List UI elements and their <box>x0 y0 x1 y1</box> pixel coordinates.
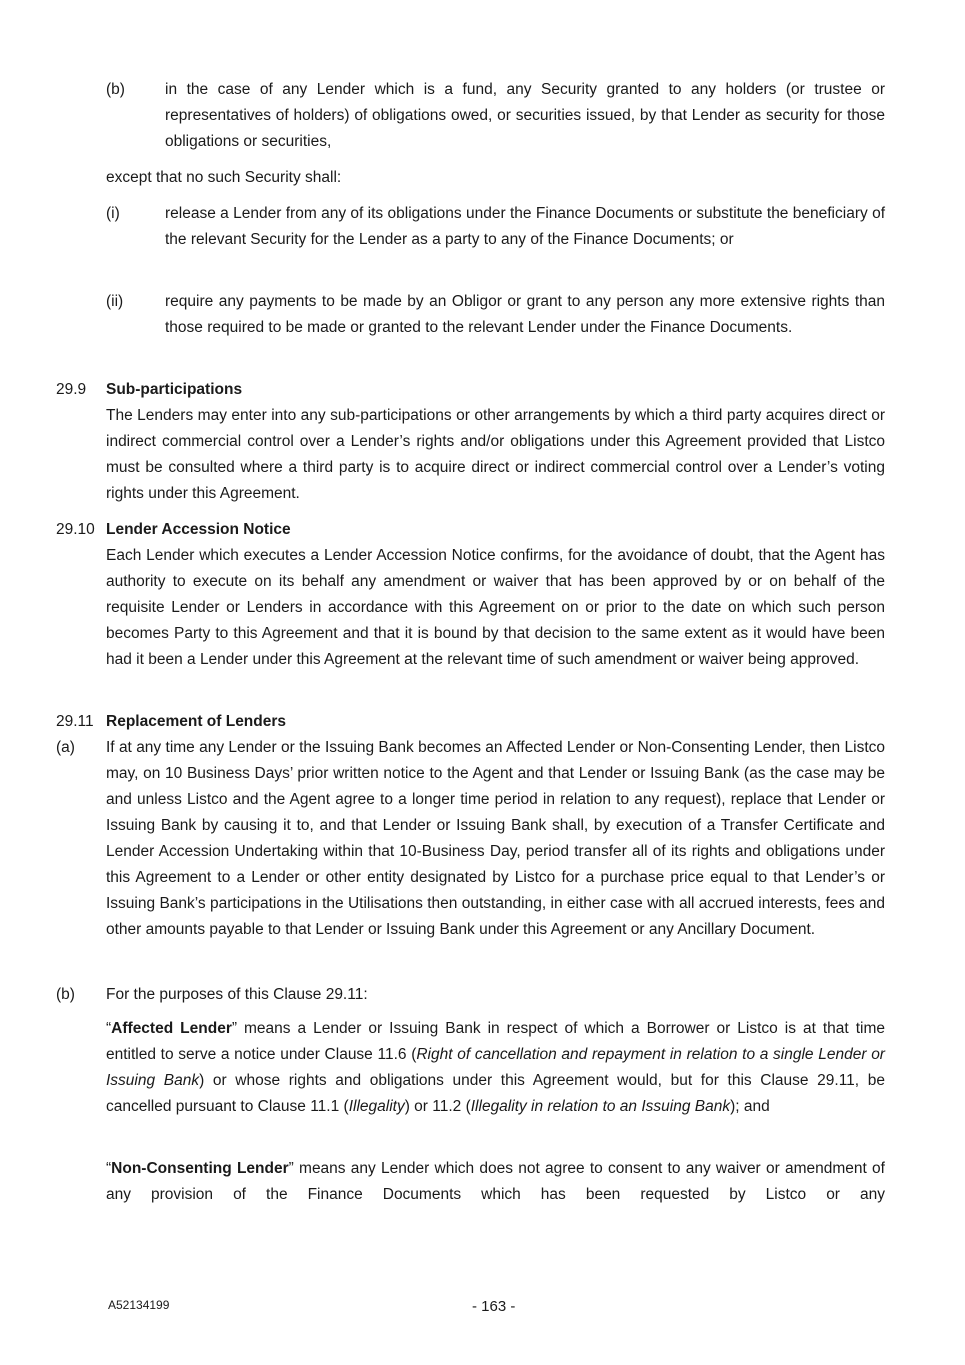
list-label-ii: (ii) <box>106 293 124 310</box>
list-label-b-29-11: (b) <box>56 986 75 1003</box>
clause-heading-29-9: Sub-participations <box>106 381 243 398</box>
clause-29-11-b-text: For the purposes of this Clause 29.11: <box>106 986 368 1003</box>
definition-text: ) or whose rights and obligations under this Agreement would, but for this Clause 29.11, be cancelled pursuant to Clause 11.1 ( <box>106 1072 885 1115</box>
list-label-b: (b) <box>106 81 125 98</box>
list-item-ii-text: require any payments to be made by an Obligor or grant to any person any more extensive rights than those required to be made or granted to the relevant Lender under the Finance Documents. <box>165 293 885 336</box>
open-quote: “ <box>106 1020 112 1037</box>
except-text: except that no such Security shall: <box>106 169 342 186</box>
clause-number-29-11: 29.11 <box>56 713 94 730</box>
definition-text: means a Lender or Issuing Bank in respect of which a Borrower or Listco is at that time entitled to serve a notice under Clause 11.6 ( <box>106 1020 885 1063</box>
page-number: - 163 - <box>472 1298 516 1315</box>
definition-text: ) or 11.2 ( <box>404 1098 471 1115</box>
clause-29-11-a-text: If at any time any Lender or the Issuing Bank becomes an Affected Lender or Non-Consenting Lender, then Listco may, on 10 Business Days’ prior written notice to the Agent and that Lender or Issuing Bank (as the case may be and unless Listco and the Agent agree to a longer time period in relation to any request), replace that Lender or Issuing Bank by causing it to, and that Lender or Issuing Bank shall, by execution of a Transfer Certificate and Lender Accession Undertaking within that 10-Business Day, period transfer all of its rights and obligations under this Agreement to a Lender or other entity designated by Listco for a purchase price equal to that Lender’s or Issuing Bank’s participations in the Utilisations then outstanding, in either case with all accrued interests, fees and other amounts payable to that Lender or Issuing Bank under this Agreement or any Ancillary Document. <box>106 739 885 938</box>
document-reference: A52134199 <box>108 1298 170 1312</box>
definition-text: means any Lender which does not agree to consent to any waiver or amendment of any provision of the Finance Documents which has been requested by Listco or any <box>106 1160 885 1203</box>
list-label-i: (i) <box>106 205 120 222</box>
open-quote: “ <box>106 1160 112 1177</box>
definition-text: ); and <box>730 1098 770 1115</box>
list-item-b-text: in the case of any Lender which is a fund, any Security granted to any holders (or trustee or representatives of holders) of obligations owed, or securities issued, by that Lender as security for those obligations or securities, <box>165 81 885 150</box>
defined-term-non-consenting-lender: Non-Consenting Lender <box>111 1160 289 1177</box>
clause-number-29-9: 29.9 <box>56 381 87 398</box>
clause-reference-title: Right of cancellation and repayment in relation to a single Lender or Issuing Bank <box>106 1046 885 1089</box>
list-item-i-text: release a Lender from any of its obligations under the Finance Documents or substitute the beneficiary of the relevant Security for the Lender as a party to any of the Finance Documents; or <box>165 205 885 248</box>
definition-affected-lender <box>106 1016 885 1120</box>
clause-reference-title: Illegality in relation to an Issuing Bank <box>470 1098 731 1115</box>
clause-heading-29-11: Replacement of Lenders <box>106 713 287 730</box>
clause-reference-title: Illegality <box>348 1098 405 1115</box>
list-label-a: (a) <box>56 739 75 756</box>
clause-text-29-10: Each Lender which executes a Lender Accession Notice confirms, for the avoidance of doubt, that the Agent has authority to execute on its behalf any amendment or waiver that has been approved by or on behalf of the requisite Lender or Lenders in accordance with this Agreement on or prior to the date on which such person becomes Party to this Agreement and that it is bound by that decision to the same extent as it would have been had it been a Lender under this Agreement at the relevant time of such amendment or waiver being approved. <box>106 547 885 668</box>
close-quote: ” <box>231 1020 238 1037</box>
defined-term-affected-lender: Affected Lender <box>111 1020 232 1037</box>
close-quote: ” <box>288 1160 294 1177</box>
clause-heading-29-10: Lender Accession Notice <box>106 521 291 538</box>
clause-text-29-9: The Lenders may enter into any sub-participations or other arrangements by which a third party acquires direct or indirect commercial control over a Lender’s rights and/or obligations under this Agreement provided that Listco must be consulted where a third party is to acquire direct or indirect commercial control over a Lender’s voting rights under this Agreement. <box>106 407 885 502</box>
definition-non-consenting-lender <box>106 1156 885 1208</box>
clause-number-29-10: 29.10 <box>56 521 95 538</box>
